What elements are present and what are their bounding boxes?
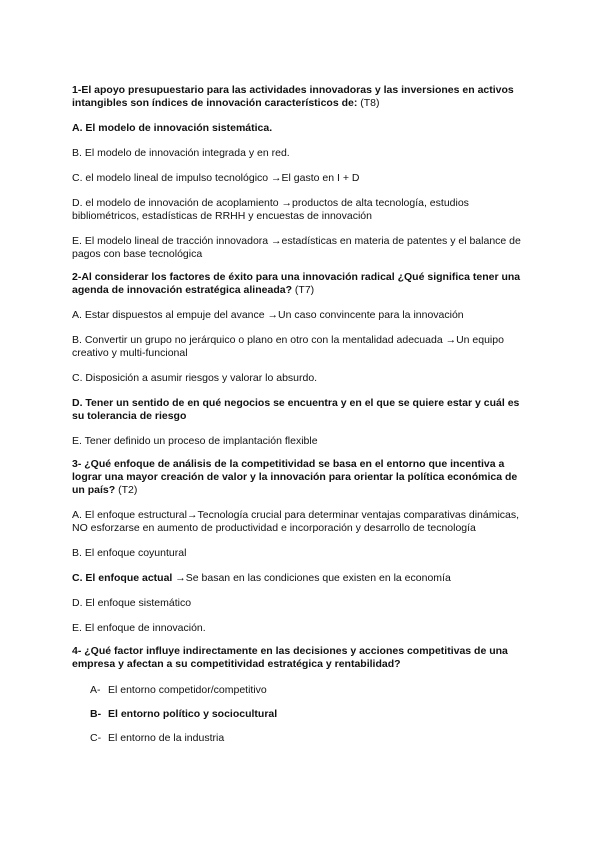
question-text: 1-El apoyo presupuestario para las actividades innovadoras y las inversiones en activos intangibles son índices de innovación característicos de: <box>72 84 514 109</box>
option-list <box>72 684 528 745</box>
option-2b: B. Convertir un grupo no jerárquico o plano en otro con la mentalidad adecuada →Un equipo creativo y multi-funcional <box>72 334 504 359</box>
option-text: El entorno político y sociocultural <box>108 708 278 720</box>
option-label: C. El enfoque actual <box>72 572 173 584</box>
option-letter: A- <box>90 684 101 696</box>
option-2c: C. Disposición a asumir riesgos y valorar lo absurdo. <box>72 372 318 384</box>
option-3d: D. El enfoque sistemático <box>72 597 192 609</box>
option-3c <box>72 572 528 585</box>
option-letter: C- <box>90 732 102 744</box>
question-4: 4- ¿Qué factor influye indirectamente en las decisiones y acciones competitivas de una empresa y afectan a su competitividad estratégica y rentabilidad? <box>72 645 508 670</box>
option-1b: B. El modelo de innovación integrada y en red. <box>72 147 290 159</box>
option-1a: A. El modelo de innovación sistemática. <box>72 122 273 134</box>
option-1e: E. El modelo lineal de tracción innovadora →estadísticas en materia de patentes y el balance de pagos con base tecnológica <box>72 235 521 260</box>
option-text: El entorno competidor/competitivo <box>108 684 267 696</box>
option-3e: E. El enfoque de innovación. <box>72 622 206 634</box>
option-2d: D. Tener un sentido de en qué negocios se encuentra y en el que se quiere estar y cuál es su tolerancia de riesgo <box>72 397 520 422</box>
option-2a: A. Estar dispuestos al empuje del avance →Un caso convincente para la innovación <box>72 309 464 321</box>
option-1c: C. el modelo lineal de impulso tecnológico →El gasto en I + D <box>72 172 360 184</box>
option-3b: B. El enfoque coyuntural <box>72 547 187 559</box>
topic-reference: (T2) <box>115 484 138 496</box>
question-3 <box>72 458 528 497</box>
question-1 <box>72 84 528 110</box>
option-text: El entorno de la industria <box>108 732 225 744</box>
option-1d: D. el modelo de innovación de acoplamiento →productos de alta tecnología, estudios bibliométricos, estadísticas de RRHH y encuestas de innovación <box>72 197 469 222</box>
option-note: →Se basan en las condiciones que existen en la economía <box>172 572 451 584</box>
option-4b <box>90 708 528 721</box>
topic-reference: (T8) <box>357 97 380 109</box>
option-4a <box>90 684 528 697</box>
question-text: 3- ¿Qué enfoque de análisis de la competitividad se basa en el entorno que incentiva a lograr una mayor creación de valor y la innovación para orientar la política económica de un país? <box>72 458 518 496</box>
question-text: 2-Al considerar los factores de éxito para una innovación radical ¿Qué significa tener una agenda de innovación estratégica alineada? <box>72 271 521 296</box>
option-4c <box>90 732 528 745</box>
option-letter: B- <box>90 708 102 720</box>
question-2 <box>72 271 528 297</box>
topic-reference: (T7) <box>292 284 315 296</box>
document-content <box>72 84 528 745</box>
option-3a: A. El enfoque estructural→Tecnología crucial para determinar ventajas comparativas dinámicas, NO esforzarse en aumento de productividad e incorporación y desarrollo de tecnología <box>72 509 520 534</box>
option-2e: E. Tener definido un proceso de implantación flexible <box>72 435 318 447</box>
